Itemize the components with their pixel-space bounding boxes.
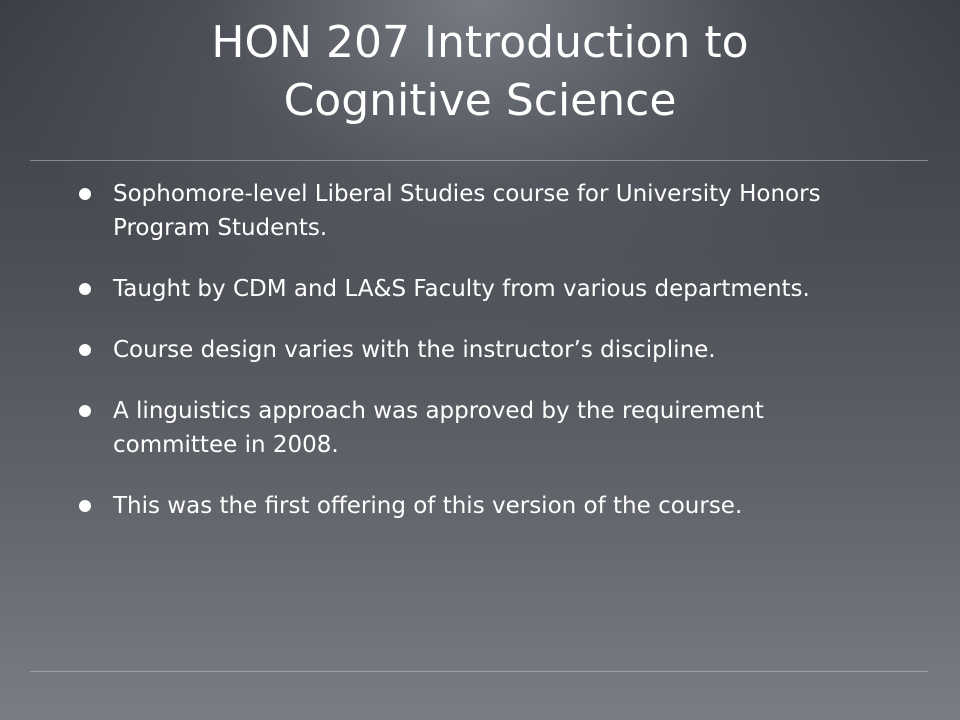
slide-title-line-1: HON 207 Introduction to [211, 17, 749, 68]
bullet-item [75, 489, 875, 523]
slide-title-line-2: Cognitive Science [283, 75, 677, 126]
bullet-text: This was the first offering of this version of the course. [113, 493, 743, 519]
bullet-dot-icon [79, 405, 91, 417]
bullet-item [75, 272, 875, 306]
bullet-text: Taught by CDM and LA&S Faculty from various departments. [113, 276, 810, 302]
bullet-item [75, 394, 875, 462]
footer-divider [30, 671, 928, 672]
bullet-dot-icon [79, 188, 91, 200]
bullet-text: Course design varies with the instructor’s discipline. [113, 337, 716, 363]
bullet-text: A linguistics approach was approved by the requirement committee in 2008. [113, 398, 764, 458]
bullet-dot-icon [79, 283, 91, 295]
bullet-dot-icon [79, 500, 91, 512]
bullet-list [75, 177, 875, 550]
title-divider [30, 160, 928, 161]
bullet-item [75, 177, 875, 245]
bullet-dot-icon [79, 344, 91, 356]
bullet-item [75, 333, 875, 367]
slide-title [0, 14, 960, 130]
bullet-text: Sophomore-level Liberal Studies course for University Honors Program Students. [113, 181, 821, 241]
